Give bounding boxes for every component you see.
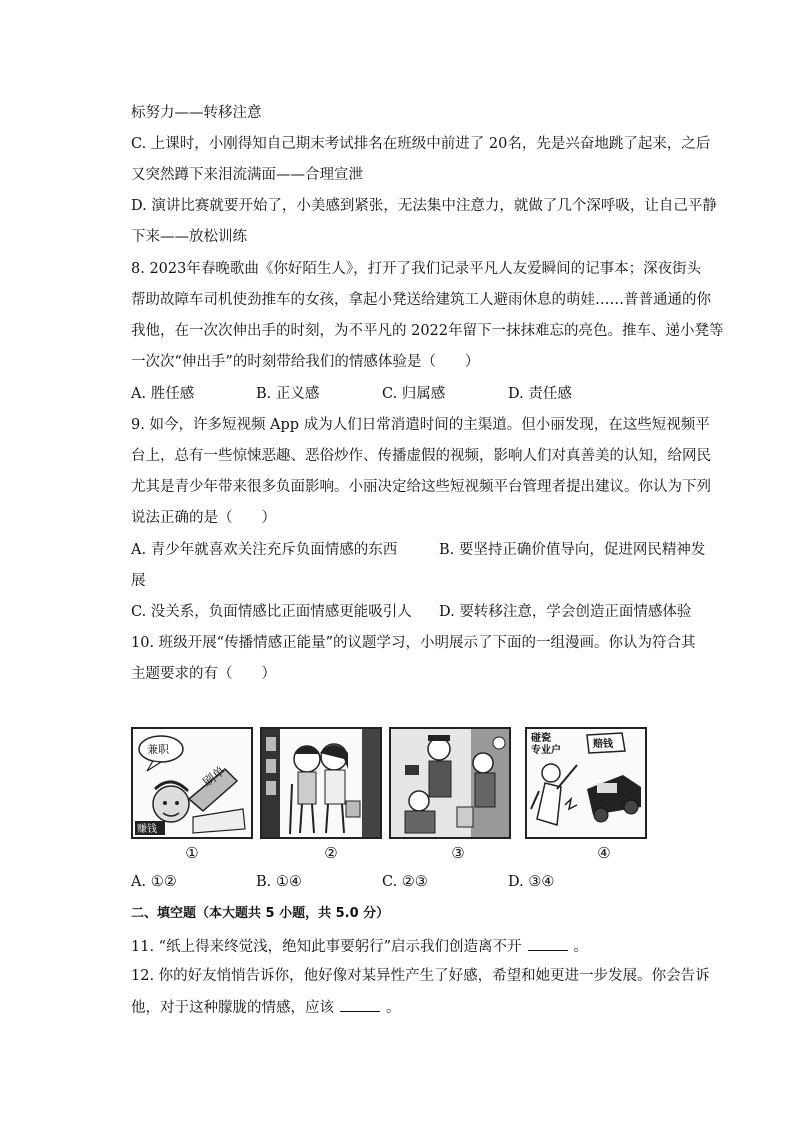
option-b: B. 正义感: [256, 386, 320, 402]
text-line: D. 演讲比赛就要开始了，小美感到紧张，无法集中注意力，就做了几个深呼吸，让自己平静: [131, 198, 717, 214]
text-line: C. 上课时，小刚得知自己期末考试排名在班级中前进了 20名，先是兴奋地跳了起来，之后: [131, 136, 711, 152]
question-10-stem: 10. 班级开展“传播情感正能量”的议题学习，小明展示了下面的一组漫画。你认为符合其: [131, 635, 696, 651]
text-line: 标努力——转移注意: [131, 105, 262, 121]
comic-1-corner-label: 赚钱: [137, 824, 157, 835]
question-8-stem: 帮助故障车司机使劲推车的女孩，拿起小凳送给建筑工人避雨休息的萌娃……普普通通的你: [131, 292, 711, 308]
answer-blank[interactable]: [528, 936, 568, 951]
question-12-text: 他，对于这种朦胧的情感，应该: [131, 1000, 334, 1016]
question-8-stem: 一次次“伸出手”的时刻带给我们的情感体验是（ ）: [131, 354, 480, 370]
option-b: B. 要坚持正确价值导向，促进网民精神发: [439, 542, 706, 558]
question-12-stem: 12. 你的好友悄悄告诉你，他好像对某异性产生了好感，希望和她更进一步发展。你会告诉: [131, 968, 710, 984]
text-line: 又突然蹲下来泪流满面——合理宣泄: [131, 167, 363, 183]
comic-1-number: ①: [185, 844, 199, 862]
comic-panel-1: [131, 727, 253, 839]
option-b: B. ①④: [256, 874, 302, 890]
comic-4-illustration: [527, 729, 645, 837]
question-10-stem: 主题要求的有（ ）: [131, 666, 276, 682]
option-a: A. ①②: [131, 874, 177, 890]
question-9-stem: 说法正确的是（ ）: [131, 510, 276, 526]
comic-4-label-2: 专业户: [531, 745, 561, 756]
comic-1-label: 刷单: [200, 763, 228, 790]
comic-panel-2: [260, 727, 382, 839]
comic-panel-3: [389, 727, 511, 839]
comic-1-illustration: [133, 729, 251, 837]
option-a: A. 胜任感: [131, 386, 195, 402]
option-d: D. 要转移注意，学会创造正面情感体验: [439, 604, 692, 620]
comic-1-bubble-text: 兼职: [147, 743, 169, 756]
answer-blank[interactable]: [340, 997, 380, 1012]
option-c: C. ②③: [382, 874, 428, 890]
option-d: D. ③④: [508, 874, 555, 890]
question-8-stem: 我他，在一次次伸出手的时刻，为不平凡的 2022年留下一抹抹难忘的亮色。推车、递小凳等: [131, 323, 724, 339]
question-11-end: 。: [573, 939, 588, 955]
comic-4-label-1: 碰瓷: [531, 733, 551, 744]
comic-3-number: ③: [451, 844, 465, 862]
question-11: [131, 936, 588, 957]
comic-panel-4: [525, 727, 647, 839]
option-c: C. 归属感: [382, 386, 446, 402]
question-12: [131, 997, 401, 1018]
question-9-stem: 台上，总有一些惊悚恶趣、恶俗炒作、传播虚假的视频，影响人们对真善美的认知，给网民: [131, 448, 711, 464]
question-12-end: 。: [386, 1000, 401, 1016]
section-heading: 二、填空题（本大题共 5 小题，共 5.0 分）: [131, 906, 390, 921]
comic-4-sign: 赔钱: [593, 739, 613, 750]
comic-2-illustration: [262, 729, 380, 837]
option-a: A. 青少年就喜欢关注充斥负面情感的东西: [131, 542, 398, 558]
option-d: D. 责任感: [508, 386, 572, 402]
question-11-text: 11. “纸上得来终觉浅，绝知此事要躬行”启示我们创造离不开: [131, 939, 522, 955]
option-c: C. 没关系，负面情感比正面情感更能吸引人: [131, 604, 412, 620]
text-line: 下来——放松训练: [131, 229, 247, 245]
comic-2-number: ②: [324, 844, 338, 862]
question-9-stem: 尤其是青少年带来很多负面影响。小丽决定给这些短视频平台管理者提出建议。你认为下列: [131, 479, 711, 495]
question-9-stem: 9. 如今，许多短视频 App 成为人们日常消遣时间的主渠道。但小丽发现，在这些短视频平: [131, 417, 710, 433]
comic-4-number: ④: [597, 844, 611, 862]
option-b-continued: 展: [131, 573, 146, 589]
question-8-stem: 8. 2023年春晚歌曲《你好陌生人》，打开了我们记录平凡人友爱瞬间的记事本；深夜街头: [131, 261, 702, 277]
comic-3-illustration: [391, 729, 509, 837]
